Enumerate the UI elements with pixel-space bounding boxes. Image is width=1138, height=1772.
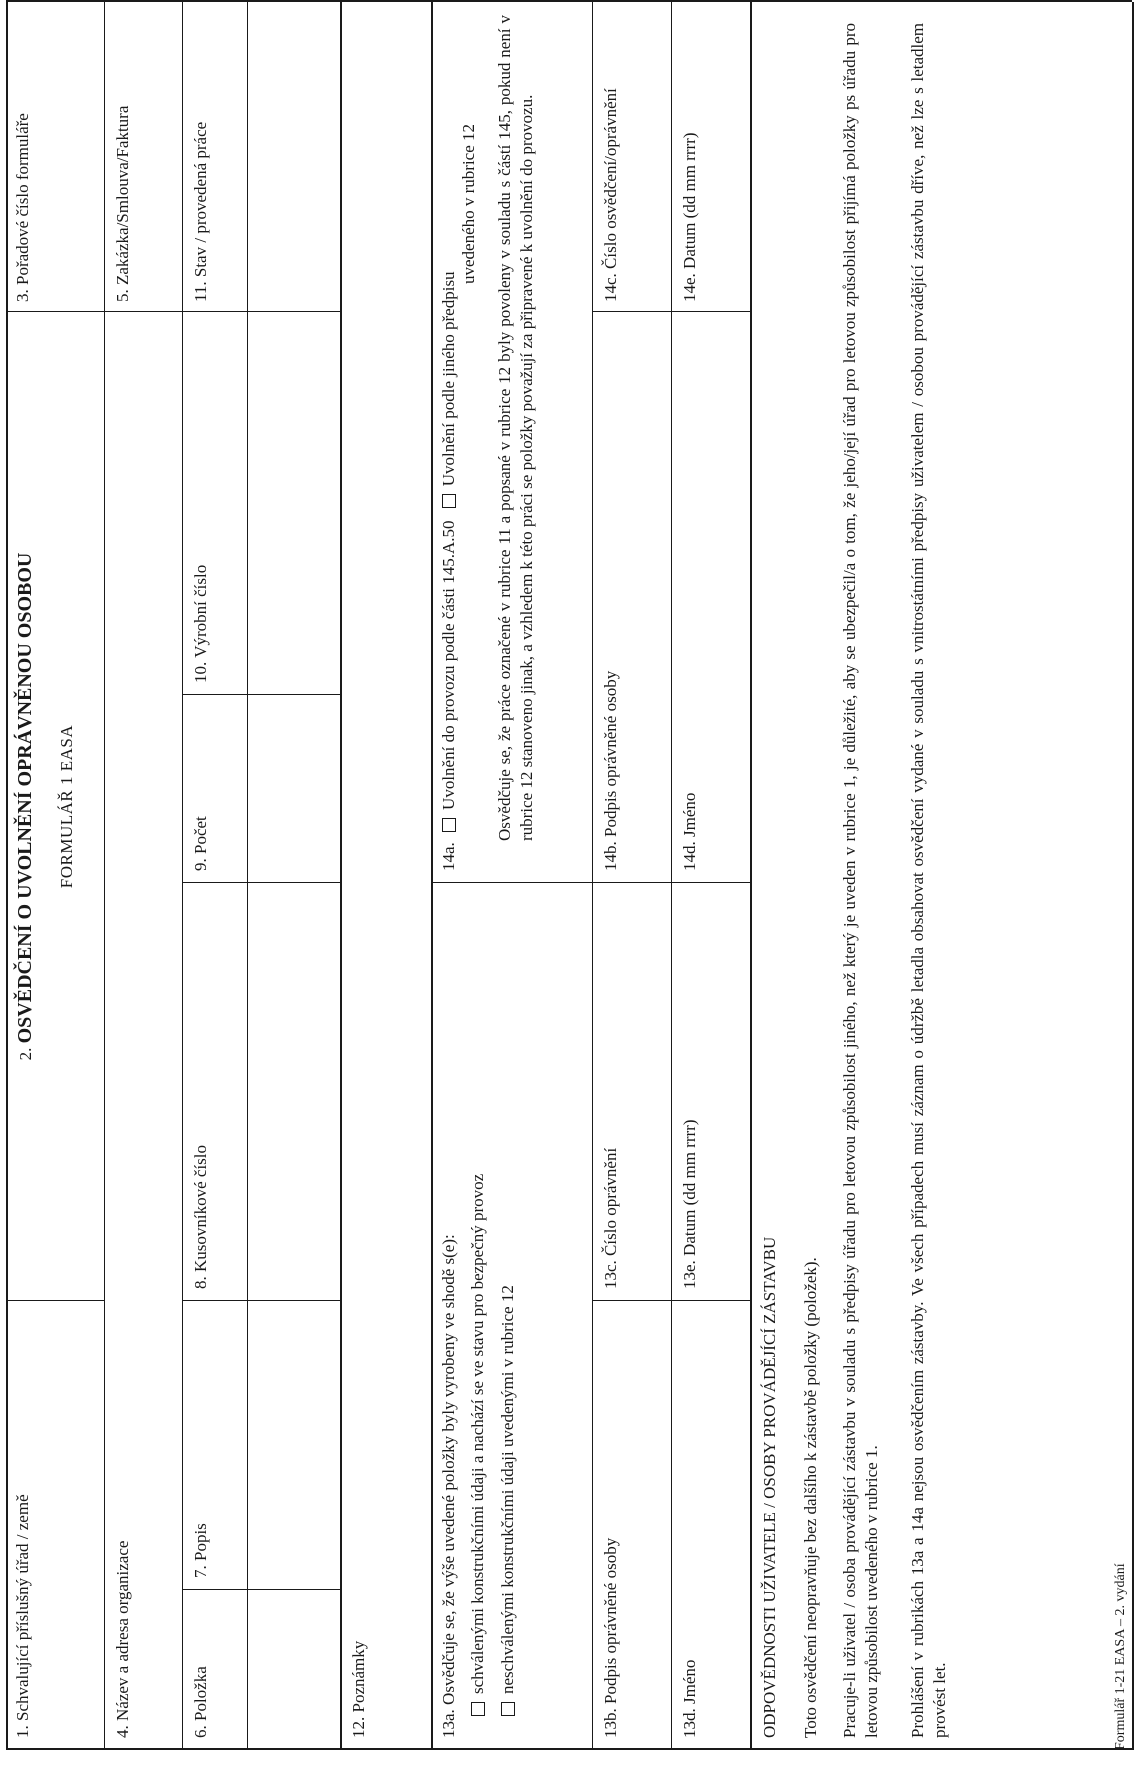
field-13b-label: 13b. Podpis oprávněné osoby bbox=[601, 1537, 620, 1738]
checkbox-13a-unapproved[interactable] bbox=[501, 1702, 515, 1716]
row-13d-divider bbox=[671, 2, 672, 1750]
col-divider-10-11 bbox=[182, 311, 340, 312]
field-13a-label: 13a. Osvědčuje se, že výše uvedené položky byly vyrobeny ve shodě s(e): bbox=[439, 1234, 458, 1738]
form-subtitle: FORMULÁŘ 1 EASA bbox=[57, 724, 76, 889]
field-6-label: 6. Položka bbox=[191, 1666, 210, 1738]
field-9-label: 9. Počet bbox=[191, 816, 210, 871]
col-divider-7-8 bbox=[182, 1300, 340, 1301]
field-14a-option-1-label: Uvolnění do provozu podle části 145.A.50 bbox=[439, 520, 458, 810]
form-border-right bbox=[6, 0, 1132, 2]
field-5-label: 5. Zakázka/Smlouva/Faktura bbox=[113, 105, 132, 302]
field-13a-option-2 bbox=[497, 1285, 519, 1716]
responsibilities-paragraph-2: Pracuje-li uživatel / osoba provádějící zástavbu v souladu s předpisy úřadu pro letovou způsobilost jiného, než který je uveden v rubrice 1, je důležité, aby se ubezpečil/a o tom, že jeho/její úřad pro letovou způsobilost přijímá položky ps úřadu pro letovou způsobilost uvedeného v rubrice 1. bbox=[840, 23, 881, 1738]
col-divider-13b-13c bbox=[592, 1300, 750, 1301]
form-border-left bbox=[6, 1748, 1132, 1750]
col-divider-8-9 bbox=[182, 882, 340, 883]
checkbox-14a-other[interactable] bbox=[442, 494, 456, 508]
form-border-bottom bbox=[1132, 2, 1134, 1750]
row-2-divider bbox=[182, 2, 183, 1750]
field-14a-header bbox=[438, 271, 460, 871]
field-14a-option-2-line-2: uvedeného v rubrice 12 bbox=[459, 123, 478, 284]
field-7-label: 7. Popis bbox=[191, 1523, 210, 1578]
field-14c-label: 14c. Číslo osvědčení/oprávnění bbox=[601, 88, 620, 302]
field-14e-label: 14e. Datum (dd mm rrrr) bbox=[680, 132, 699, 302]
row-remarks-divider bbox=[340, 2, 342, 1750]
col-divider-9-10 bbox=[182, 694, 340, 695]
responsibilities-paragraph-3: Prohlášení v rubrikách 13a a 14a nejsou osvědčením zástavby. Ve všech případech musí záznam o údržbě letadla obsahovat osvědčení vydané v souladu s vnitrostátními předpisy uživatelem / osobou provádějící zástavbu dříve, než lze s letadlem provést let. bbox=[908, 23, 949, 1738]
form-footer: Formulář 1-21 EASA – 2. vydání bbox=[1113, 1563, 1128, 1750]
row-3-divider bbox=[247, 2, 248, 1750]
row-1-divider bbox=[104, 2, 105, 1750]
field-11-label: 11. Stav / provedená práce bbox=[191, 121, 210, 302]
field-13d-label: 13d. Jméno bbox=[680, 1659, 699, 1738]
col-divider-14b-14c bbox=[592, 311, 750, 312]
responsibilities-heading: ODPOVĚDNOSTI UŽIVATELE / OSOBY PROVÁDĚJÍCÍ ZÁSTAVBU bbox=[760, 1236, 779, 1738]
row-resp-divider bbox=[750, 2, 752, 1750]
field-12-label: 12. Poznámky bbox=[349, 1640, 368, 1738]
field-14b-label: 14b. Podpis oprávněné osoby bbox=[601, 670, 620, 871]
field-14a-prefix: 14a. bbox=[439, 842, 458, 871]
responsibilities-paragraph-1: Toto osvědčení neopravňuje bez dalšího k zástavbě položky (položek). bbox=[801, 1257, 820, 1738]
form-title: OSVĚDČENÍ O UVOLNĚNÍ OPRÁVNĚNOU OSOBOU bbox=[14, 552, 36, 1044]
title-row bbox=[14, 312, 37, 1301]
field-1-label: 1. Schvalující příslušný úřad / země bbox=[13, 1494, 32, 1738]
field-10-label: 10. Výrobní číslo bbox=[191, 564, 210, 683]
field-2-prefix: 2. bbox=[16, 1047, 35, 1061]
form-border-top bbox=[6, 2, 8, 1750]
col-divider-6-7 bbox=[182, 1589, 340, 1590]
checkbox-14a-part145[interactable] bbox=[442, 818, 456, 832]
row-13a-divider bbox=[431, 2, 433, 1750]
col-divider-13-14 bbox=[431, 882, 750, 883]
checkbox-13a-approved[interactable] bbox=[471, 1702, 485, 1716]
field-13a-option-1 bbox=[467, 1174, 489, 1716]
row-13b-divider bbox=[592, 2, 593, 1750]
field-13a-option-1-label: schválenými konstrukčními údaji a nachází se ve stavu pro bezpečný provoz bbox=[468, 1173, 487, 1694]
field-13a-option-2-label: neschválenými konstrukčními údaji uvedenými v rubrice 12 bbox=[498, 1285, 517, 1694]
field-14a-option-2-line-1: Uvolnění podle jiného předpisu bbox=[439, 271, 458, 487]
field-8-label: 8. Kusovníkové číslo bbox=[191, 1144, 210, 1289]
field-3-label: 3. Pořadové číslo formuláře bbox=[13, 113, 32, 302]
field-14d-label: 14d. Jméno bbox=[680, 792, 699, 871]
field-13e-label: 13e. Datum (dd mm rrrr) bbox=[680, 1119, 699, 1289]
field-14a-statement: Osvědčuje se, že práce označené v rubrice 11 a popsané v rubrice 12 byly povoleny v souladu s částí 145, pokud není v rubrice 12 stanoveno jinak, a vzhledem k této práci se položky považují za připravené k uvolnění do provozu. bbox=[495, 15, 536, 841]
col-divider-4-5 bbox=[104, 311, 182, 312]
field-13c-label: 13c. Číslo oprávnění bbox=[601, 1147, 620, 1289]
field-4-label: 4. Název a adresa organizace bbox=[113, 1540, 132, 1738]
